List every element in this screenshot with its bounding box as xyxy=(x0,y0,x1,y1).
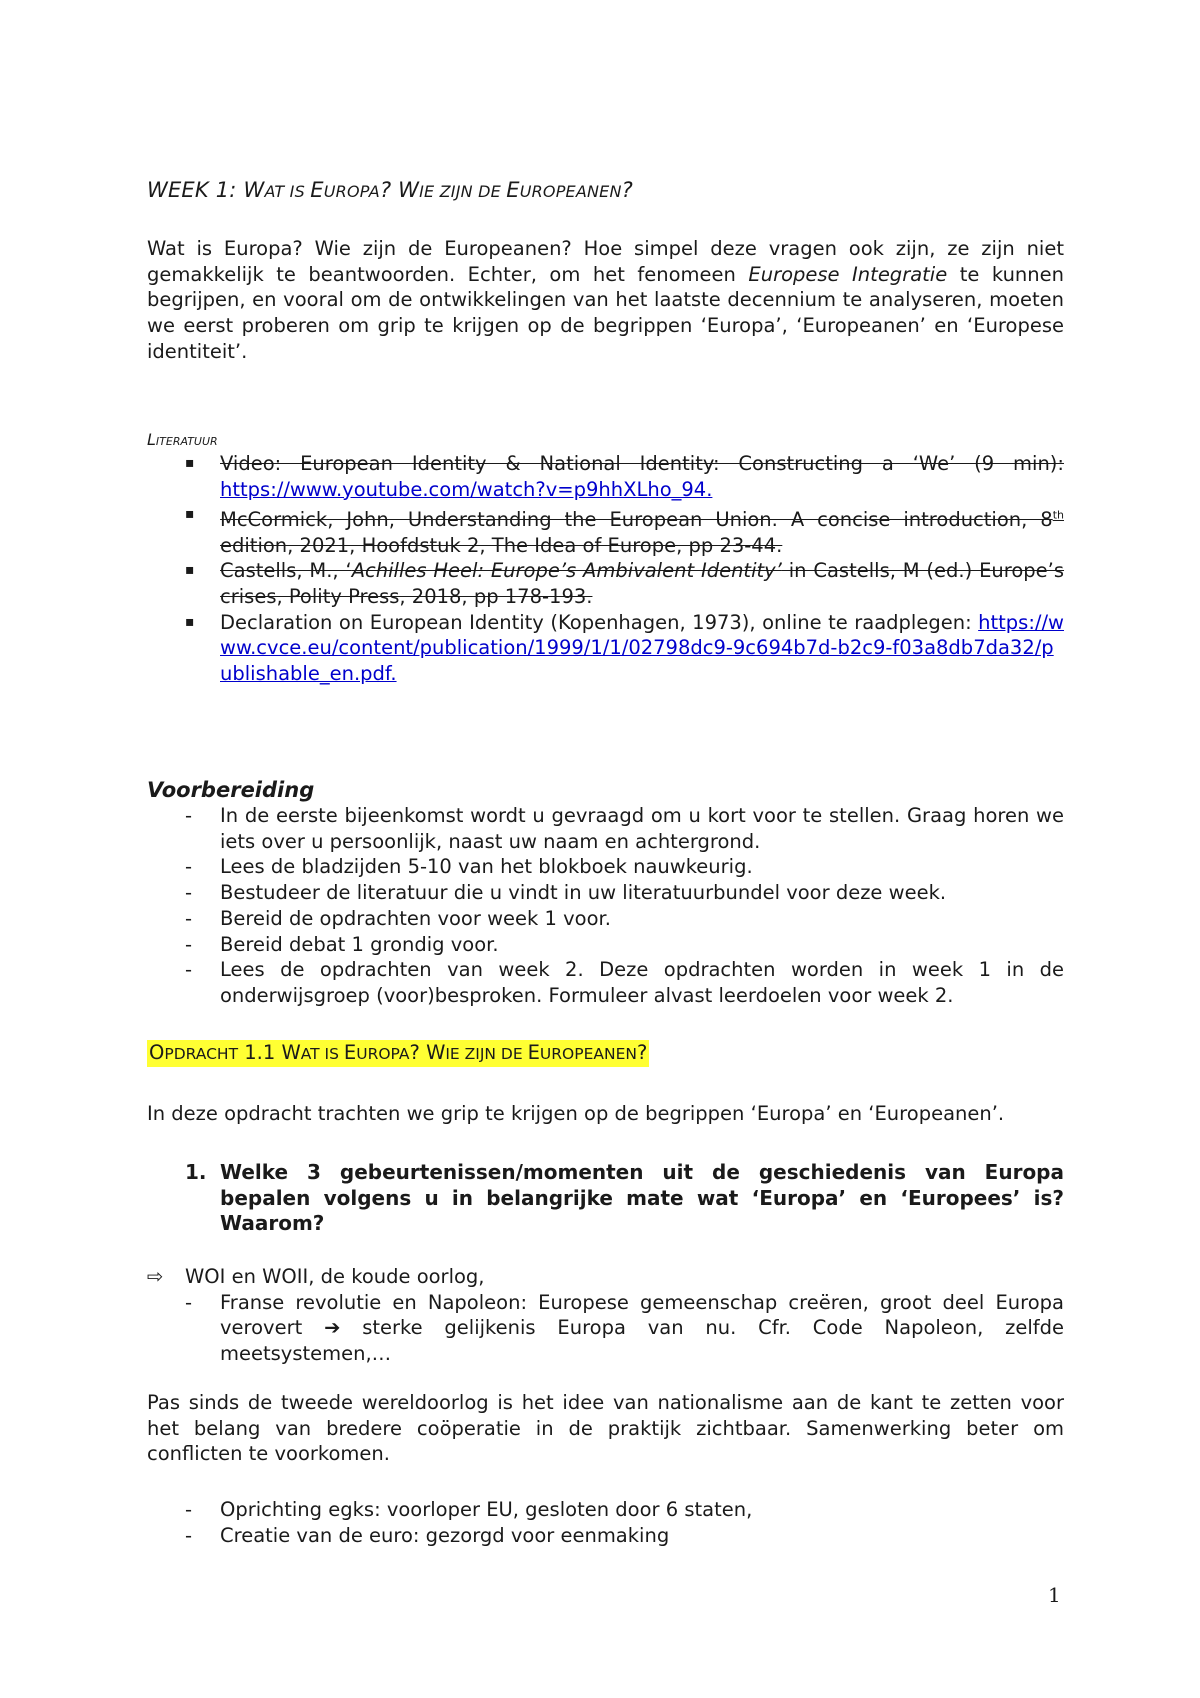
intro-text: te kunnen begrijpen, en vooral om de ontwikkelingen van het laatste decennium te analyseren, moeten we eerst proberen om grip te krijgen op de begrippen ‘Europa’, ‘Europeanen’ en ‘Europese identiteit’. xyxy=(147,262,1065,363)
list-item xyxy=(147,502,1064,558)
list-item xyxy=(147,1290,1064,1367)
list-item-text: In de eerste bijeenkomst wordt u gevraagd om u kort voor te stellen. Graag horen we iets over u persoonlijk, naast uw naam en achtergrond. xyxy=(220,804,1064,853)
lit-item-text: Castells, M., ‘ xyxy=(220,559,352,583)
list-item xyxy=(147,906,1064,932)
heading-part: E xyxy=(343,1041,357,1064)
list-item-text: Lees de opdrachten van week 2. Deze opdrachten worden in week 1 in de onderwijsgroep (voor)besproken. Formuleer alvast leerdoelen voor week 2. xyxy=(220,958,1064,1007)
answer-text: WOI en WOII, de koude oorlog, xyxy=(185,1265,485,1288)
heading-part: 1.1 W xyxy=(238,1041,301,1064)
answer-list-2 xyxy=(147,1497,1064,1548)
title-part: WEEK 1: W xyxy=(147,178,265,202)
youtube-link[interactable]: https://www.youtube.com/watch?v=p9hhXLho_94. xyxy=(220,477,713,501)
list-item xyxy=(147,558,1064,609)
dash-marker: - xyxy=(185,804,193,827)
lit-item-text: edition, 2021, Hoofdstuk 2, The Idea of Europe, pp 23-44. xyxy=(220,533,783,557)
cvce-link[interactable]: https://www.cvce.eu/content/publication/1999/1/1/02798dc9-9c694b7d-b2c9-f03a8db7da32/publishable_en.pdf. xyxy=(220,610,1064,686)
page-number: 1 xyxy=(1048,1583,1061,1607)
superscript: th xyxy=(1052,508,1064,522)
lit-item-text: Video: European Identity & National Identity: Constructing a ‘We’ (9 min): xyxy=(220,452,1064,475)
list-item-text: Bereid de opdrachten voor week 1 voor. xyxy=(220,906,611,930)
heading-part: PDRACHT xyxy=(164,1045,239,1063)
answer-text: Franse revolutie en Napoleon: Europese gemeenschap creëren, groot deel Europa verovert xyxy=(220,1290,1064,1340)
heading-part: IE ZIJN DE xyxy=(445,1045,528,1063)
title-part: UROPEANEN xyxy=(519,182,622,201)
heading-part: UROPEANEN xyxy=(539,1045,637,1063)
bullet-icon: ▪ xyxy=(185,613,195,630)
answer-arrow-line xyxy=(147,1264,1064,1290)
arrow-icon: ➔ xyxy=(324,1316,341,1340)
bullet-icon: ▪ xyxy=(185,562,195,579)
question-1 xyxy=(185,1160,1064,1237)
answer-text: sterke gelijkenis Europa van nu. Cfr. Code Napoleon, zelfde meetsystemen,… xyxy=(220,1316,1064,1366)
list-item xyxy=(147,932,1064,958)
dash-marker: - xyxy=(185,958,193,982)
title-part: AT IS xyxy=(264,182,311,201)
title-part: IE ZIJN DE xyxy=(419,182,507,201)
heading-part: O xyxy=(149,1041,165,1064)
voorbereiding-heading: Voorbereiding xyxy=(147,778,315,802)
voorbereiding-list xyxy=(147,803,1064,1009)
list-item xyxy=(147,451,1064,502)
dash-marker: - xyxy=(185,1290,193,1314)
heading-part: ? W xyxy=(409,1041,446,1064)
lit-item-italic: Achilles Heel: Europe’s Ambivalent Identity’ xyxy=(351,559,782,583)
bullet-icon: ▪ xyxy=(185,506,195,523)
lit-item-text: in Castells, M (ed.) Europe’s crises, Polity Press, 2018, pp 178-193. xyxy=(220,559,1065,609)
dash-marker: - xyxy=(185,1498,193,1521)
heading-part: E xyxy=(527,1041,540,1064)
week-title xyxy=(147,178,633,202)
heading-part: UROPA xyxy=(356,1045,410,1063)
list-item xyxy=(147,854,1064,880)
list-item-text: Bereid debat 1 grondig voor. xyxy=(220,932,499,956)
list-item xyxy=(147,1497,1064,1523)
dash-marker: - xyxy=(185,881,193,905)
lit-item-text: McCormick, John, Understanding the European Union. A concise introduction, 8 xyxy=(220,507,1053,531)
list-item-text: Oprichting egks: voorloper EU, gesloten door 6 staten, xyxy=(220,1498,753,1521)
answer-block xyxy=(147,1264,1064,1367)
arrow-right-icon: ⇨ xyxy=(147,1265,164,1288)
dash-marker: - xyxy=(185,1523,193,1547)
heading-part: ? xyxy=(636,1041,648,1064)
title-part: E xyxy=(506,178,520,202)
intro-paragraph xyxy=(147,236,1064,365)
title-part: ? W xyxy=(379,178,420,202)
list-item-text: Creatie van de euro: gezorgd voor eenmaking xyxy=(220,1523,670,1547)
title-part: UROPA xyxy=(323,182,380,201)
intro-text: Wat is Europa? Wie zijn de Europeanen? Hoe simpel deze vragen ook zijn, ze zijn niet gemakkelijk te beantwoorden. Echter, om het fenomeen xyxy=(147,237,1064,286)
question-number: 1. xyxy=(185,1160,207,1184)
heading-part: AT IS xyxy=(300,1045,344,1063)
literatuur-heading: Literatuur xyxy=(147,430,218,449)
title-part: E xyxy=(310,178,324,202)
list-item xyxy=(147,957,1064,1008)
title-part: ? xyxy=(621,178,634,202)
dash-marker: - xyxy=(185,855,193,879)
dash-marker: - xyxy=(185,906,193,930)
paragraph-2: Pas sinds de tweede wereldoorlog is het idee van nationalisme aan de kant te zetten voor het belang van bredere coöperatie in de praktijk zichtbaar. Samenwerking beter om conflicten te voorkomen. xyxy=(147,1391,1064,1466)
list-item xyxy=(147,610,1064,687)
intro-italic: Europese Integratie xyxy=(748,262,948,286)
list-item-text: Lees de bladzijden 5-10 van het blokboek nauwkeurig. xyxy=(220,855,753,879)
literatuur-list xyxy=(147,451,1064,687)
lit-item-text: Declaration on European Identity (Kopenhagen, 1973), online te raadplegen: xyxy=(220,610,979,634)
list-item xyxy=(147,880,1064,906)
list-item-text: Bestudeer de literatuur die u vindt in uw literatuurbundel voor deze week. xyxy=(220,881,947,905)
opdracht-heading xyxy=(147,1040,649,1067)
dash-marker: - xyxy=(185,932,193,956)
bullet-icon: ▪ xyxy=(185,455,195,471)
opdracht-intro: In deze opdracht trachten we grip te krijgen op de begrippen ‘Europa’ en ‘Europeanen’. xyxy=(147,1102,1005,1125)
list-item xyxy=(147,803,1064,854)
list-item xyxy=(147,1523,1064,1549)
question-text: Welke 3 gebeurtenissen/momenten uit de geschiedenis van Europa bepalen volgens u in belangrijke mate wat ‘Europa’ en ‘Europees’ is? Waarom? xyxy=(220,1160,1064,1236)
